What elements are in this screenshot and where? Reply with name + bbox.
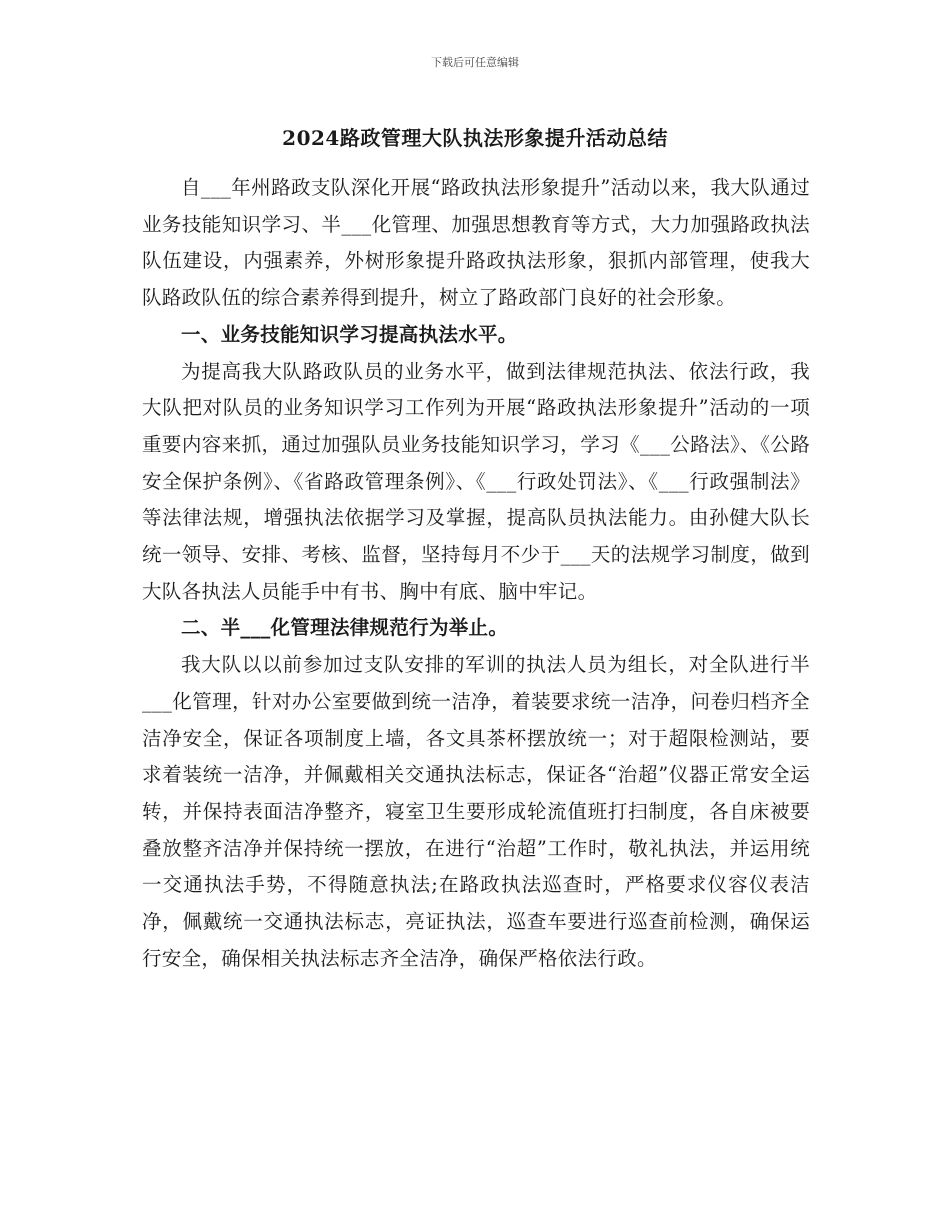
paragraph-intro: 自___年州路政支队深化开展“路政执法形象提升”活动以来，我大队通过业务技能知识学习、半___化管理、加强思想教育等方式，大力加强路政执法队伍建设，内强素养，外树形象提升路政执法形象，狠抓内部管理，使我大队路政队伍的综合素养得到提升，树立了路政部门良好的社会形象。: [142, 176, 810, 310]
section-heading-2: 二、半___化管理法律规范行为举止。: [181, 616, 509, 640]
paragraph-section-2: 我大队以以前参加过支队安排的军训的执法人员为组长，对全队进行半___化管理，针对办公室要做到统一洁净，着装要求统一洁净，问卷归档齐全洁净安全，保证各项制度上墙，各文具茶杯摆放统一；对于超限检测站，要求着装统一洁净，并佩戴相关交通执法标志，保证各“治超”仪器正常安全运转，并保持表面洁净整齐，寝室卫生要形成轮流值班打扫制度，各自床被要叠放整齐洁净并保持统一摆放，在进行“治超”工作时，敬礼执法，并运用统一交通执法手势，不得随意执法;在路政执法巡查时，严格要求仪容仪表洁净，佩戴统一交通执法标志，亮证执法，巡查车要进行巡查前检测，确保运行安全，确保相关执法标志齐全洁净，确保严格依法行政。: [142, 653, 810, 970]
section-heading-1: 一、业务技能知识学习提高执法水平。: [181, 322, 518, 346]
header-note: 下载后可任意编辑: [431, 56, 519, 69]
paragraph-section-1: 为提高我大队路政队员的业务水平，做到法律规范执法、依法行政，我大队把对队员的业务知识学习工作列为开展“路政执法形象提升”活动的一项重要内容来抓，通过加强队员业务技能知识学习，学习《___公路法》、《公路安全保护条例》、《省路政管理条例》、《___行政处罚法》、《___行政强制法》等法律法规，增强执法依据学习及掌握，提高队员执法能力。由孙健大队长统一领导、安排、考核、监督，坚持每月不少于___天的法规学习制度，做到大队各执法人员能手中有书、胸中有底、脑中牢记。: [142, 359, 810, 603]
document-body: [142, 170, 810, 977]
document-title: 2024路政管理大队执法形象提升活动总结: [282, 126, 668, 150]
